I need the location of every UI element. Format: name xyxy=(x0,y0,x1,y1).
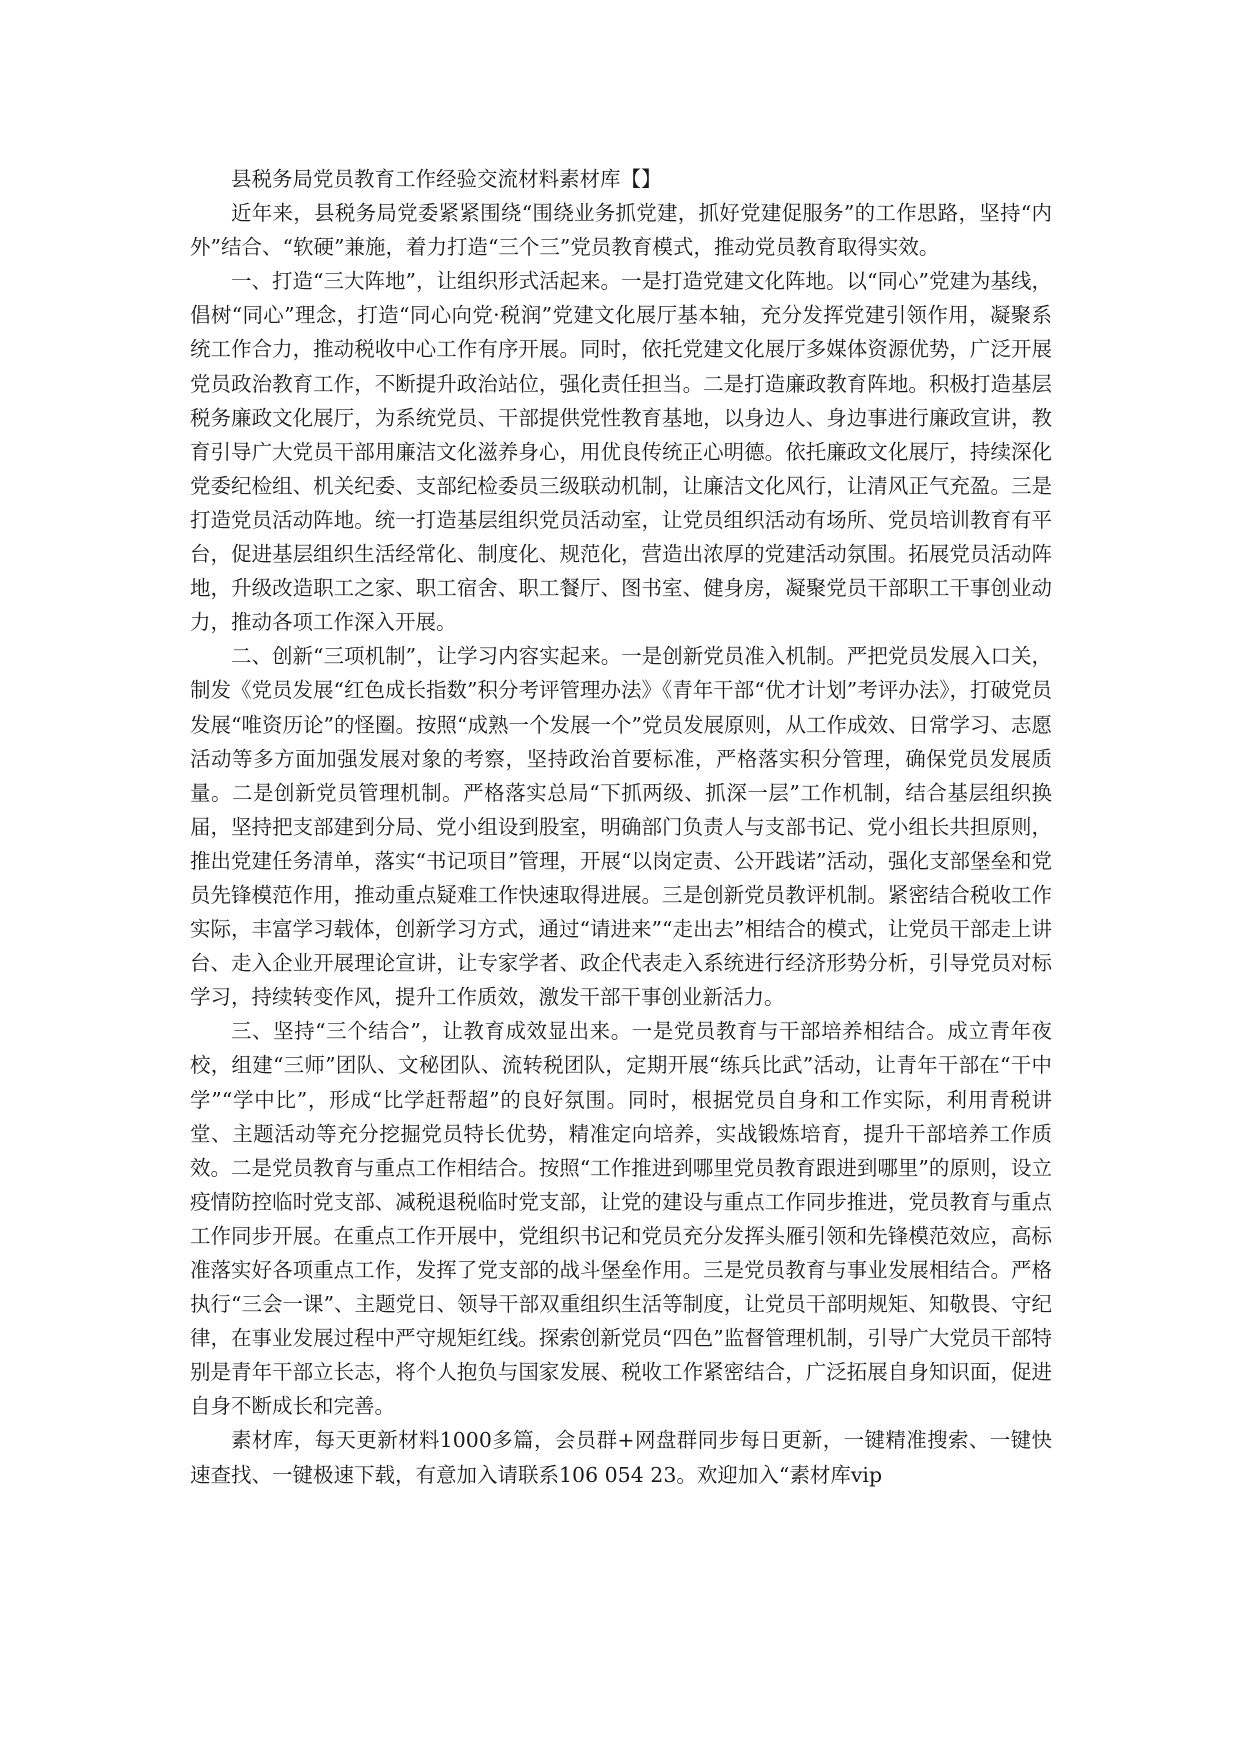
document-body xyxy=(190,162,1052,1492)
paragraph-section-two: 二、创新“三项机制”，让学习内容实起来。一是创新党员准入机制。严把党员发展入口关，制发《党员发展“红色成长指数”积分考评管理办法》《青年干部“优才计划”考评办法》，打破党员发展“唯资历论”的怪圈。按照“成熟一个发展一个”党员发展原则，从工作成效、日常学习、志愿活动等多方面加强发展对象的考察，坚持政治首要标准，严格落实积分管理，确保党员发展质量。二是创新党员管理机制。严格落实总局“下抓两级、抓深一层”工作机制，结合基层组织换届，坚持把支部建到分局、党小组设到股室，明确部门负责人与支部书记、党小组长共担原则，推出党建任务清单，落实“书记项目”管理，开展“以岗定责、公开践诺”活动，强化支部堡垒和党员先锋模范作用，推动重点疑难工作快速取得进展。三是创新党员教评机制。紧密结合税收工作实际，丰富学习载体，创新学习方式，通过“请进来”“走出去”相结合的模式，让党员干部走上讲台、走入企业开展理论宣讲，让专家学者、政企代表走入系统进行经济形势分析，引导党员对标学习，持续转变作风，提升工作质效，激发干部干事创业新活力。 xyxy=(190,644,1052,1010)
document-title: 县税务局党员教育工作经验交流材料素材库【】 xyxy=(231,167,662,191)
paragraph-intro: 近年来，县税务局党委紧紧围绕“围绕业务抓党建，抓好党建促服务”的工作思路，坚持“内外”结合、“软硬”兼施，着力打造“三个三”党员教育模式，推动党员教育取得实效。 xyxy=(190,201,1052,260)
paragraph-section-three: 三、坚持“三个结合”，让教育成效显出来。一是党员教育与干部培养相结合。成立青年夜校，组建“三师”团队、文秘团队、流转税团队，定期开展“练兵比武”活动，让青年干部在“干中学”“学中比”，形成“比学赶帮超”的良好氛围。同时，根据党员自身和工作实际，利用青税讲堂、主题活动等充分挖掘党员特长优势，精准定向培养，实战锻炼培育，提升干部培养工作质效。二是党员教育与重点工作相结合。按照“工作推进到哪里党员教育跟进到哪里”的原则，设立疫情防控临时党支部、减税退税临时党支部，让党的建设与重点工作同步推进，党员教育与重点工作同步开展。在重点工作开展中，党组织书记和党员充分发挥头雁引领和先锋模范效应，高标准落实好各项重点工作，发挥了党支部的战斗堡垒作用。三是党员教育与事业发展相结合。严格执行“三会一课”、主题党日、领导干部双重组织生活等制度，让党员干部明规矩、知敬畏、守纪律，在事业发展过程中严守规矩红线。探索创新党员“四色”监督管理机制，引导广大党员干部特别是青年干部立长志，将个人抱负与国家发展、税收工作紧密结合，广泛拓展自身知识面，促进自身不断成长和完善。 xyxy=(190,1019,1052,1419)
paragraph-promo: 素材库，每天更新材料1000多篇，会员群+网盘群同步每日更新，一键精准搜索、一键快速查找、一键极速下载，有意加入请联系106 054 23。欢迎加入“素材库vip xyxy=(190,1428,1052,1487)
paragraph-section-one: 一、打造“三大阵地”，让组织形式活起来。一是打造党建文化阵地。以“同心”党建为基线，倡树“同心”理念，打造“同心向党·税润”党建文化展厅基本轴，充分发挥党建引领作用，凝聚系统工作合力，推动税收中心工作有序开展。同时，依托党建文化展厅多媒体资源优势，广泛开展党员政治教育工作，不断提升政治站位，强化责任担当。二是打造廉政教育阵地。积极打造基层税务廉政文化展厅，为系统党员、干部提供党性教育基地，以身边人、身边事进行廉政宣讲，教育引导广大党员干部用廉洁文化滋养身心，用优良传统正心明德。依托廉政文化展厅，持续深化党委纪检组、机关纪委、支部纪检委员三级联动机制，让廉洁文化风行，让清风正气充盈。三是打造党员活动阵地。统一打造基层组织党员活动室，让党员组织活动有场所、党员培训教育有平台，促进基层组织生活经常化、制度化、规范化，营造出浓厚的党建活动氛围。拓展党员活动阵地，升级改造职工之家、职工宿舍、职工餐厅、图书室、健身房，凝聚党员干部职工干事创业动力，推动各项工作深入开展。 xyxy=(190,269,1052,635)
